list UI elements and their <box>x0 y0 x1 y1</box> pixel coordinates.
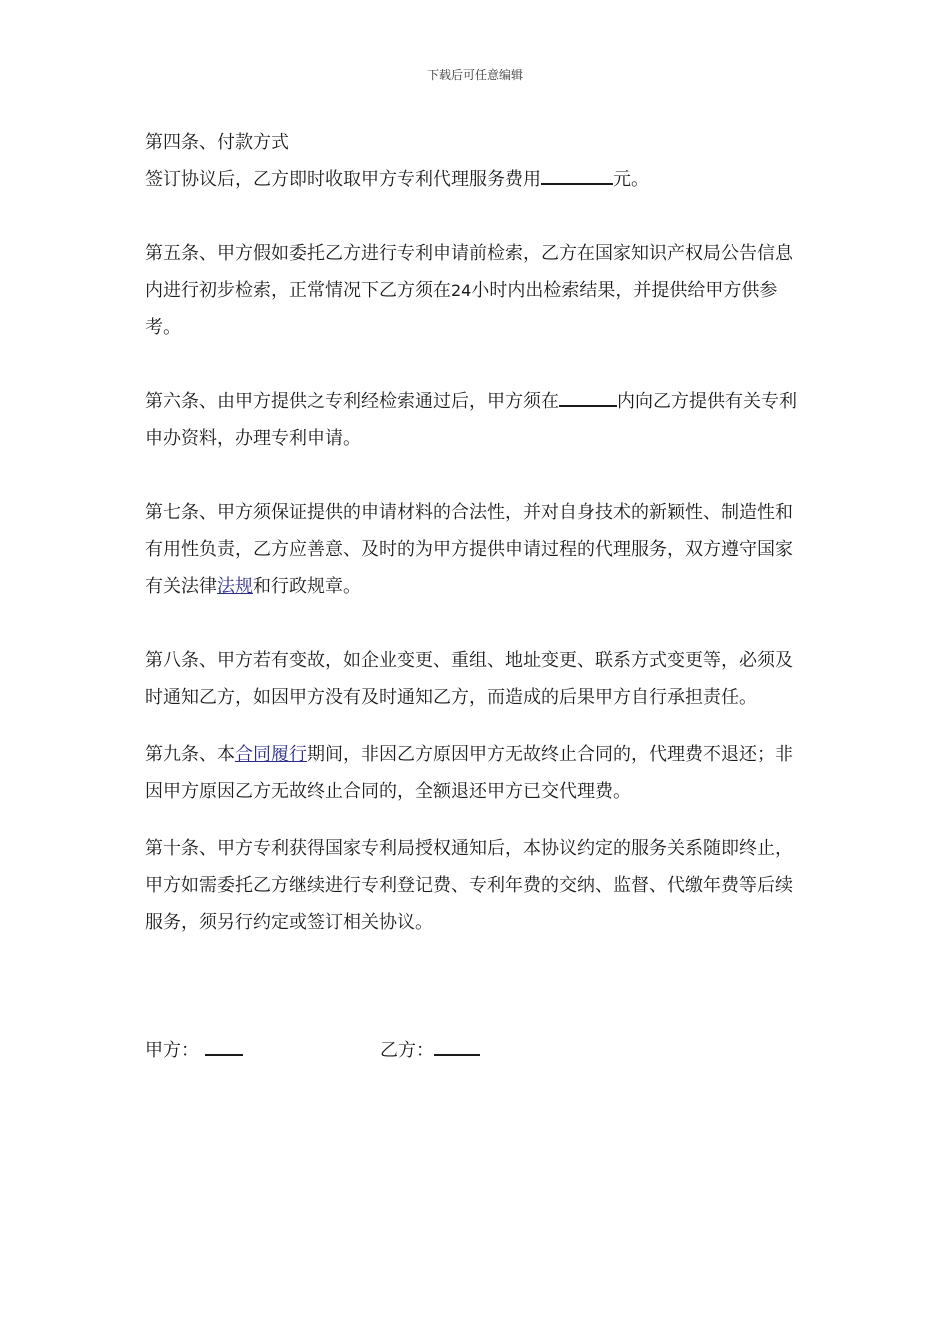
clause-9-text-before: 第九条、本 <box>145 744 235 765</box>
clause-7-text-after: 和行政规章。 <box>253 576 361 597</box>
party-a-label: 甲方： <box>145 1040 199 1061</box>
contract-performance-link[interactable]: 合同履行 <box>235 744 307 765</box>
party-a-signature-blank <box>205 1034 243 1056</box>
clause-4-body <box>145 161 810 198</box>
clause-5-text-2: 小时内出检索结果，并提供给甲方供参考。 <box>145 280 778 338</box>
party-a-signature <box>145 1032 243 1069</box>
clause-5 <box>145 235 810 346</box>
page-header: 下载后可任意编辑 <box>426 68 523 82</box>
clause-8: 第八条、甲方若有变故，如企业变更、重组、地址变更、联系方式变更等，必须及时通知乙方，如因甲方没有及时通知乙方，而造成的后果甲方自行承担责任。 <box>145 650 793 708</box>
party-b-signature <box>380 1032 480 1069</box>
clause-6-text-after: 内向乙方提供有关专利申办资料，办理专利申请。 <box>145 391 797 449</box>
party-b-signature-blank <box>434 1034 480 1056</box>
clause-9 <box>145 736 810 810</box>
clause-6 <box>145 383 810 457</box>
clause-7 <box>145 494 810 605</box>
clause-9-text-after: 期间，非因乙方原因甲方无故终止合同的，代理费不退还；非因甲方原因乙方无故终止合同的，全额退还甲方已交代理费。 <box>145 744 793 802</box>
party-b-label: 乙方： <box>380 1040 434 1061</box>
clause-5-hours: 24 <box>451 281 472 300</box>
clause-4-text-before: 签订协议后，乙方即时收取甲方专利代理服务费用 <box>145 169 541 190</box>
clause-4-title: 第四条、付款方式 <box>145 132 289 153</box>
regulations-link[interactable]: 法规 <box>217 576 253 597</box>
deadline-blank <box>559 385 617 407</box>
clause-6-text-before: 第六条、由甲方提供之专利经检索通过后，甲方须在 <box>145 391 559 412</box>
fee-amount-blank <box>541 163 613 185</box>
clause-5-text-1: 第五条、甲方假如委托乙方进行专利申请前检索，乙方在国家知识产权局公告信息内进行初步检索，正常情况下乙方须在 <box>145 243 793 301</box>
clause-7-text-before: 第七条、甲方须保证提供的申请材料的合法性，并对自身技术的新颖性、制造性和有用性负责，乙方应善意、及时的为甲方提供申请过程的代理服务，双方遵守国家有关法律 <box>145 502 793 597</box>
clause-10: 第十条、甲方专利获得国家专利局授权通知后，本协议约定的服务关系随即终止，甲方如需委托乙方继续进行专利登记费、专利年费的交纳、监督、代缴年费等后续服务，须另行约定或签订相关协议。 <box>145 838 793 933</box>
contract-body <box>145 124 810 941</box>
clause-4-text-after: 元。 <box>613 169 649 190</box>
